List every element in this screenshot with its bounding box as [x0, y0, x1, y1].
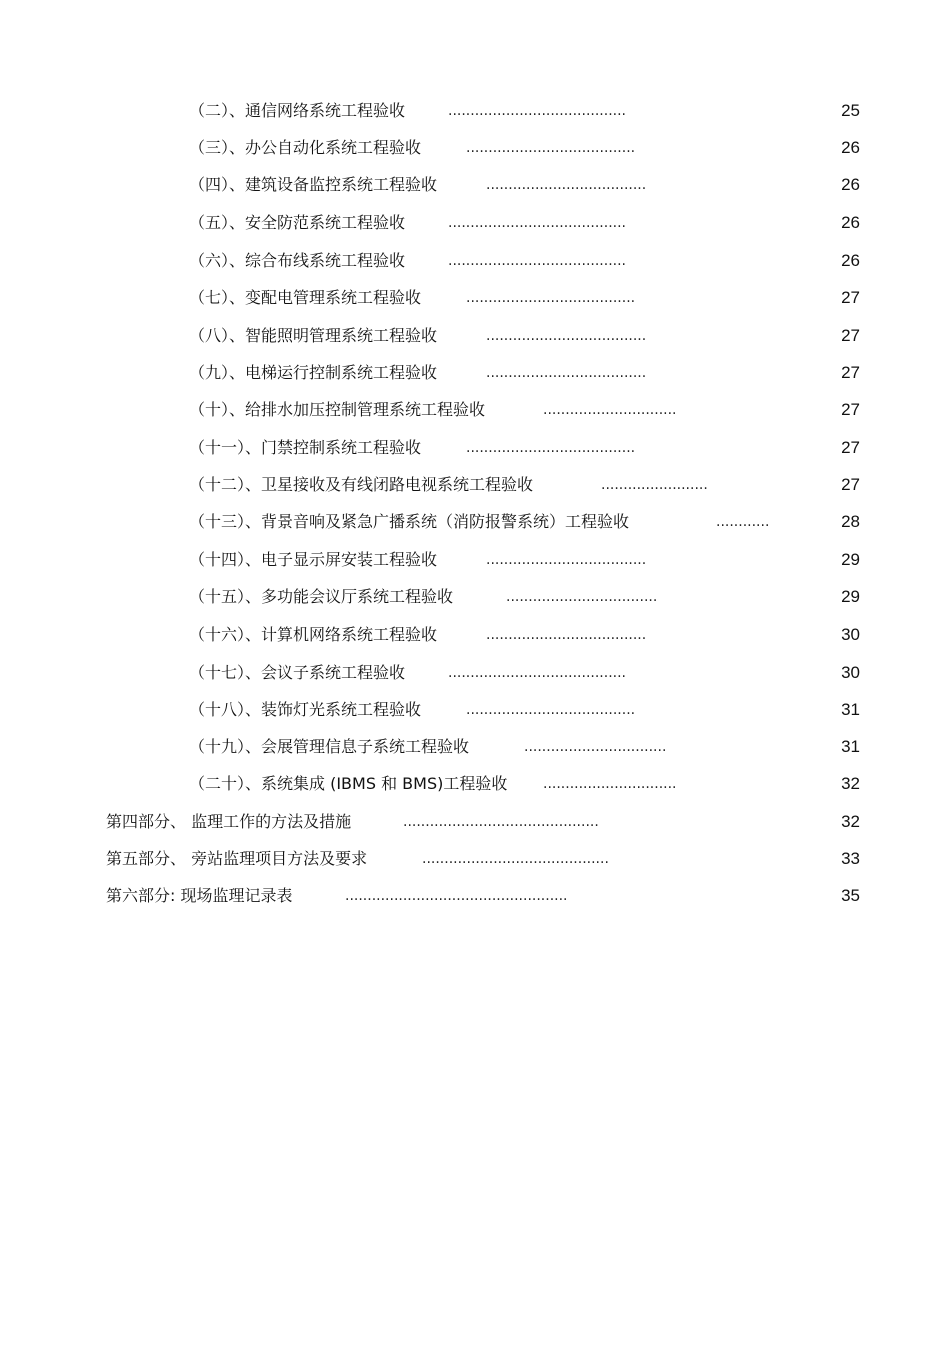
- toc-entry-title: （四）、建筑设备监控系统工程验收: [189, 175, 438, 194]
- toc-page-number: 33: [841, 849, 860, 868]
- toc-entry-title: （三）、办公自动化系统工程验收: [189, 138, 422, 157]
- toc-entry-title: 第五部分、 旁站监理项目方法及要求: [106, 849, 368, 868]
- toc-entry-title: （五）、安全防范系统工程验收: [189, 213, 406, 232]
- toc-page-number: 27: [841, 326, 860, 345]
- toc-entry[interactable]: [0, 134, 950, 162]
- toc-entry[interactable]: [0, 284, 950, 312]
- toc-entry[interactable]: [0, 659, 950, 687]
- toc-entry[interactable]: [0, 845, 950, 873]
- toc-leader-dots: ....................................: [486, 552, 647, 568]
- toc-entry-title: （十）、给排水加压控制管理系统工程验收: [189, 400, 486, 419]
- toc-entry-title: 第六部分: 现场监理记录表: [106, 886, 293, 905]
- toc-entry-title: （十四）、电子显示屏安装工程验收: [189, 550, 438, 569]
- toc-page-number: 27: [841, 400, 860, 419]
- toc-leader-dots: ....................................: [486, 328, 647, 344]
- toc-page-number: 35: [841, 886, 860, 905]
- toc-page-number: 25: [841, 101, 860, 120]
- toc-page-number: 26: [841, 175, 860, 194]
- toc-leader-dots: ..............................: [543, 776, 677, 792]
- toc-leader-dots: ....................................: [486, 627, 647, 643]
- toc-entry-title: （十七）、会议子系统工程验收: [189, 663, 406, 682]
- toc-entry-title: （二十）、系统集成 (IBMS 和 BMS)工程验收: [189, 774, 508, 793]
- toc-entry-title: （十二）、卫星接收及有线闭路电视系统工程验收: [189, 475, 534, 494]
- toc-page-number: 27: [841, 288, 860, 307]
- toc-leader-dots: ......................................: [466, 440, 636, 456]
- toc-leader-dots: ............: [716, 514, 770, 530]
- toc-entry[interactable]: [0, 770, 950, 798]
- toc-leader-dots: ..............................: [543, 402, 677, 418]
- toc-entry-title: （十九）、会展管理信息子系统工程验收: [189, 737, 470, 756]
- toc-leader-dots: ..................................................: [345, 888, 568, 904]
- toc-entry-title: （六）、综合布线系统工程验收: [189, 251, 406, 270]
- toc-leader-dots: ....................................: [486, 365, 647, 381]
- toc-page-number: 30: [841, 625, 860, 644]
- toc-entry-title: （二）、通信网络系统工程验收: [189, 101, 406, 120]
- toc-page-number: 26: [841, 138, 860, 157]
- toc-leader-dots: ....................................: [486, 177, 647, 193]
- toc-entry-title: （七）、变配电管理系统工程验收: [189, 288, 422, 307]
- toc-entry-title: （十一）、门禁控制系统工程验收: [189, 438, 422, 457]
- toc-page-number: 30: [841, 663, 860, 682]
- toc-page-number: 26: [841, 213, 860, 232]
- toc-leader-dots: ........................................: [448, 215, 627, 231]
- toc-entry[interactable]: [0, 396, 950, 424]
- toc-entry[interactable]: [0, 171, 950, 199]
- toc-entry[interactable]: [0, 583, 950, 611]
- toc-page-number: 27: [841, 363, 860, 382]
- toc-entry[interactable]: [0, 434, 950, 462]
- toc-leader-dots: ......................................: [466, 702, 636, 718]
- toc-leader-dots: ............................................: [403, 814, 599, 830]
- toc-entry[interactable]: [0, 808, 950, 836]
- toc-entry-title: （十八）、装饰灯光系统工程验收: [189, 700, 422, 719]
- toc-leader-dots: ........................: [601, 477, 708, 493]
- toc-leader-dots: ................................: [524, 739, 667, 755]
- toc-entry[interactable]: [0, 508, 950, 536]
- toc-entry[interactable]: [0, 696, 950, 724]
- toc-entry[interactable]: [0, 322, 950, 350]
- toc-entry[interactable]: [0, 97, 950, 125]
- toc-leader-dots: ........................................: [448, 665, 627, 681]
- toc-leader-dots: ..................................: [506, 589, 658, 605]
- toc-entry[interactable]: [0, 621, 950, 649]
- toc-entry[interactable]: [0, 882, 950, 910]
- toc-leader-dots: ......................................: [466, 290, 636, 306]
- toc-leader-dots: ........................................: [448, 103, 627, 119]
- toc-page-number: 32: [841, 774, 860, 793]
- toc-entry-title: （八）、智能照明管理系统工程验收: [189, 326, 438, 345]
- toc-leader-dots: ..........................................: [422, 851, 609, 867]
- toc-leader-dots: ........................................: [448, 253, 627, 269]
- toc-entry[interactable]: [0, 733, 950, 761]
- toc-entry[interactable]: [0, 359, 950, 387]
- toc-page-number: 31: [841, 737, 860, 756]
- toc-entry[interactable]: [0, 546, 950, 574]
- toc-entry-title: （十五）、多功能会议厅系统工程验收: [189, 587, 454, 606]
- toc-entry-title: 第四部分、 监理工作的方法及措施: [106, 812, 352, 831]
- toc-page-number: 29: [841, 587, 860, 606]
- toc-entry-title: （十六）、计算机网络系统工程验收: [189, 625, 438, 644]
- toc-page-number: 27: [841, 438, 860, 457]
- toc-page-number: 26: [841, 251, 860, 270]
- toc-leader-dots: ......................................: [466, 140, 636, 156]
- toc-page-number: 27: [841, 475, 860, 494]
- toc-page-number: 32: [841, 812, 860, 831]
- toc-entry[interactable]: [0, 247, 950, 275]
- toc-page-number: 31: [841, 700, 860, 719]
- toc-page-number: 29: [841, 550, 860, 569]
- toc-entry[interactable]: [0, 209, 950, 237]
- toc-entry-title: （九）、电梯运行控制系统工程验收: [189, 363, 438, 382]
- toc-entry[interactable]: [0, 471, 950, 499]
- toc-entry-title: （十三）、背景音响及紧急广播系统（消防报警系统）工程验收: [189, 512, 630, 531]
- toc-page-number: 28: [841, 512, 860, 531]
